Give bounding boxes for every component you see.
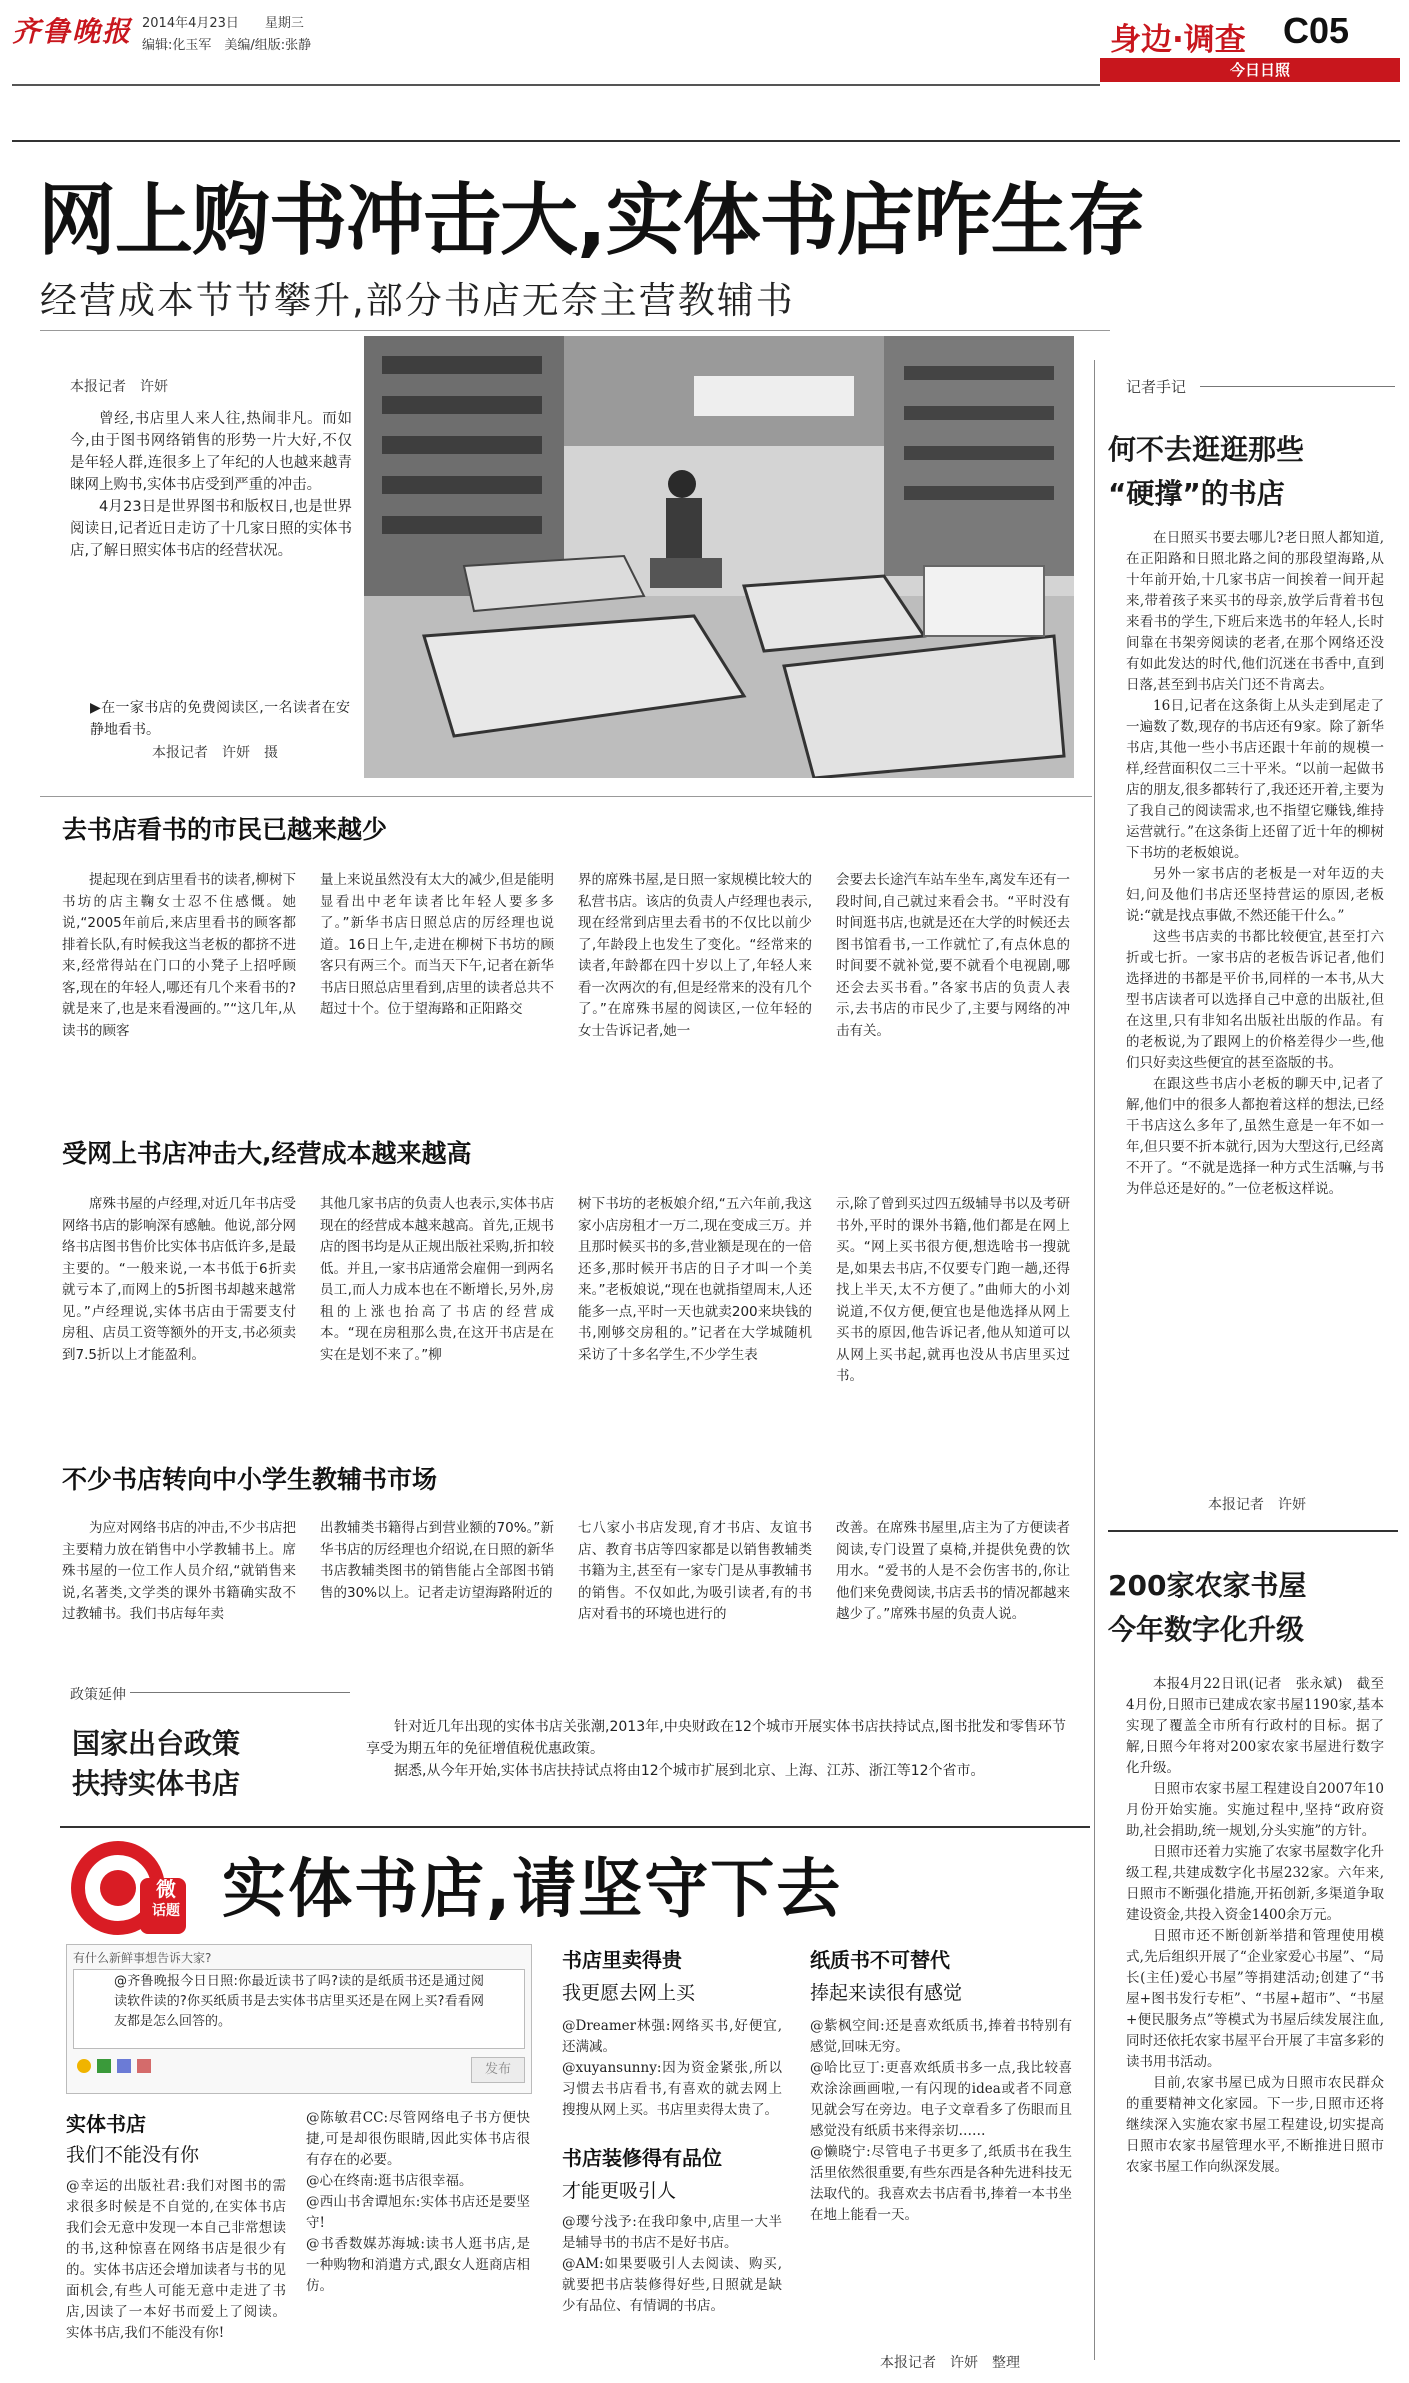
section-1-column: 提起现在到店里看书的读者,柳树下书坊的店主鞠女士忍不住感慨。她说,“2005年前后,来店里看书的顾客都排着长队,有时候我这当老板的都挤不进来,经常得站在门口的小凳子上招呼顾客,现在的年轻人,哪还有几个来看书的?就是来了,也是来看漫画的。”“这几年,从读书的顾客 <box>62 872 296 1039</box>
designer: 美编/组版:张静 <box>224 38 312 53</box>
weibo-comment: @懒晓宁:尽管电子书更多了,纸质书在我生活里依然很重要,有些东西是各种先进科技无法取代的。我喜欢去书店看书,捧着一本书坐在地上能看一天。 <box>810 2144 1072 2223</box>
edition-label: 今日日照 <box>1230 61 1291 79</box>
section-1-column: 会要去长途汽车站车坐车,离发车还有一段时间,自己就过来看会书。“平时没有时间逛书店,也就是还在大学的时候还去图书馆看书,一工作就忙了,有点休息的时间要不就补觉,要不就看个电视剧,哪还会去买书看。”各家书店的负责人表示,去书店的市民少了,主要与网络的冲击有关。 <box>836 872 1070 1039</box>
video-icon[interactable] <box>117 2059 131 2073</box>
policy-bottom-rule <box>60 1826 1090 1828</box>
section-title-3: 不少书店转向中小学生教辅书市场 <box>62 1465 438 1494</box>
weibo-comment: @心在终南:逛书店很幸福。 <box>306 2173 473 2189</box>
masthead-rule-thin <box>12 140 1400 142</box>
sidebar-paragraph: 这些书店卖的书都比较便宜,甚至打六折或七折。一家书店的老板告诉记者,他们选择进的书都是平价书,同样的一本书,从大型书店读者可以选择自己中意的出版社,但在这里,只有非知名出版社出版的作品。有的老板说,为了跟网上的价格差得少一些,他们只好卖这些便宜的甚至盗版的书。 <box>1126 929 1384 1071</box>
lead-byline: 本报记者 许妍 <box>70 379 168 395</box>
editor-credits <box>142 34 311 53</box>
policy-title-line-2: 扶持实体书店 <box>72 1767 241 1800</box>
news2-title-line-1: 200家农家书屋 <box>1108 1569 1307 1602</box>
issue-date <box>142 12 304 31</box>
weibo-col3-head1: 书店里卖得贵 <box>562 1948 682 1972</box>
section-3-column: 为应对网络书店的冲击,不少书店把主要精力放在销售中小学教辅书上。席殊书屋的一位工作人员介绍,“就销售来说,名著类,文学类的课外书籍确实敌不过教辅书。我们书店每年卖 <box>62 1520 296 1622</box>
sidebar-paragraph: 在日照买书要去哪儿?老日照人都知道,在正阳路和日照北路之间的那段望海路,从十年前开始,十几家书店一间挨着一间开起来,带着孩子来买书的母亲,放学后背着书包来看书的学生,下班后来选书的年轻人,长时间靠在书架旁阅读的老者,在那个网络还没有如此发达的时代,他们沉迷在书香中,直到日落,甚至到书店关门还不肯离去。 <box>1126 530 1384 693</box>
weibo-prompt: 有什么新鲜事想告诉大家? <box>73 1951 212 1965</box>
lead-text <box>70 408 352 562</box>
main-headline: 网上购书冲击大,实体书店咋生存 <box>38 176 1145 266</box>
photo-caption: ▶在一家书店的免费阅读区,一名读者在安静地看书。 <box>90 700 350 738</box>
column-divider <box>1094 360 1095 2360</box>
weibo-comment: @西山书舍谭旭东:实体书店还是要坚守! <box>306 2194 530 2231</box>
news2-title-line-2: 今年数字化升级 <box>1108 1613 1305 1646</box>
weibo-col3-head2: 我更愿去网上买 <box>562 1982 696 2004</box>
weibo-comment: @陈敏君CC:尽管网络电子书方便快捷,可是却很伤眼睛,因此实体书店很有存在的必要。 <box>306 2110 530 2168</box>
photo-credit: 本报记者 许妍 摄 <box>152 745 278 761</box>
news2-body <box>1126 1674 1384 2178</box>
sub-headline: 经营成本节节攀升,部分书店无奈主营教辅书 <box>40 279 795 322</box>
photo-illustration <box>364 336 1074 778</box>
weibo-byline: 本报记者 许妍 整理 <box>880 2355 1020 2371</box>
section-3-column: 改善。在席殊书屋里,店主为了方便读者阅读,专门设置了桌椅,并提供免费的饮用水。“爱书的人是不会伤害书的,你让他们来免费阅读,书店丢书的情况都越来越少了。”席殊书屋的负责人说。 <box>836 1520 1070 1622</box>
headline-rule <box>40 330 1110 331</box>
sidebar-rule <box>1108 1530 1398 1532</box>
sidebar-title-line-1: 何不去逛逛那些 <box>1108 433 1305 466</box>
weibo-logo-text <box>148 1878 184 1922</box>
section-2-column: 示,除了曾到买过四五级辅导书以及考研书外,平时的课外书籍,他们都是在网上买。“网上买书很方便,想选啥书一搜就是,如果去书店,不仅要专门跑一趟,还得找上半天,太不方便了。”曲师大的小刘说道,不仅方便,便宜也是他选择从网上买书的原因,他告诉记者,他从知道可以从网上买书起,就再也没从书店里买过书。 <box>836 1196 1070 1384</box>
weibo-col3-body <box>562 2016 782 2121</box>
section-2-column: 其他几家书店的负责人也表示,实体书店现在的经营成本越来越高。首先,正规书店的图书均是从正规出版社采购,折扣较低。并且,一家书店通常会雇佣一到两名员工,而人力成本也在不断增长,另外,房租的上涨也抬高了书店的经营成本。“现在房租那么贵,在这开书店是在实在是划不来了。”柳 <box>320 1196 554 1363</box>
news2-paragraph: 日照市农家书屋工程建设自2007年10月份开始实施。实施过程中,坚持“政府资助,社会捐助,统一规划,分头实施”的方针。 <box>1126 1781 1384 1839</box>
weibo-logo-char: 话题 <box>152 1903 180 1919</box>
bookstore-photo <box>364 336 1074 778</box>
policy-body <box>366 1716 1066 1782</box>
weibo-comment: @紫枫空间:还是喜欢纸质书,捧着书特别有感觉,回味无穷。 <box>810 2018 1072 2055</box>
masthead-rule <box>12 84 1100 86</box>
section-2-body <box>62 1194 1070 1388</box>
weibo-col3-head3: 书店装修得有品位 <box>562 2146 722 2170</box>
weibo-title: 实体书店,请坚守下去 <box>222 1853 843 1927</box>
sidebar-body <box>1126 528 1384 1200</box>
section-3-column: 七八家小书店发现,育才书店、友谊书店、教育书店等四家都是以销售教辅类书籍为主,甚至有一家专门是从事教辅书的销售。不仅如此,为吸引读者,有的书店对看书的环境也进行的 <box>578 1520 812 1622</box>
weibo-comment: @璎兮浅予:在我印象中,店里一大半是辅导书的书店不是好书店。 <box>562 2214 782 2251</box>
sidebar-title-line-2: “硬撑”的书店 <box>1108 477 1285 510</box>
weibo-col1-body <box>66 2176 286 2344</box>
lead-paragraph: 曾经,书店里人来人往,热闹非凡。而如今,由于图书网络销售的形势一片大好,不仅是年轻人群,连很多上了年纪的人也越来越青睐网上购书,实体书店受到严重的冲击。 <box>70 411 352 493</box>
weibo-col3-body2 <box>562 2212 782 2317</box>
sidebar-byline: 本报记者 许妍 <box>1208 1497 1306 1513</box>
weibo-col2-body <box>306 2108 530 2297</box>
section-2-column: 席殊书屋的卢经理,对近几年书店受网络书店的影响深有感触。他说,部分网络书店图书售价比实体书店低许多,是最主要的。“一般来说,一本书低于6折卖就亏本了,而网上的5折图书却越来越常见。”卢经理说,实体书店由于需要支付房租、店员工资等额外的开支,书必须卖到7.5折以上才能盈利。 <box>62 1196 296 1363</box>
weibo-logo-char: 微 <box>156 1877 176 1901</box>
date: 2014年4月23日 <box>142 16 239 31</box>
send-button[interactable]: 发布 <box>471 2057 525 2083</box>
sidebar-label: 记者手记 <box>1126 378 1187 396</box>
policy-paragraph: 针对近几年出现的实体书店关张潮,2013年,中央财政在12个城市开展实体书店扶持试点,图书批发和零售环节享受为期五年的免征增值税优惠政策。 <box>366 1719 1066 1757</box>
news2-paragraph: 日照市还着力实施了农家书屋数字化升级工程,共建成数字化书屋232家。六年来,日照市不断强化措施,开拓创新,多渠道争取建设资金,共投入资金1400余万元。 <box>1126 1844 1384 1923</box>
policy-title-line-1: 国家出台政策 <box>72 1727 241 1760</box>
section-1-column: 界的席殊书屋,是日照一家规模比较大的私营书店。该店的负责人卢经理也表示,现在经常到店里去看书的不仅比以前少了,年龄段上也发生了变化。“经常来的读者,年龄都在四十岁以上了,年轻人来看一次两次的有,但是经常来的没有几个了。”在席殊书屋的阅读区,一位年轻的女士告诉记者,她一 <box>578 872 812 1039</box>
weibo-col4-body <box>810 2016 1072 2226</box>
weibo-comment: @AM:如果要吸引人去阅读、购买,就要把书店装修得好些,日照就是缺少有品位、有情调的书店。 <box>562 2256 782 2314</box>
topic-icon[interactable] <box>137 2059 151 2073</box>
sidebar-label-rule <box>1200 386 1395 387</box>
section-name: 身边·调查 <box>1110 22 1246 58</box>
policy-rule <box>130 1692 350 1693</box>
section-title-1: 去书店看书的市民已越来越少 <box>62 815 388 844</box>
section-1-column: 量上来说虽然没有太大的减少,但是能明显看出中老年读者比年轻人要多多了。”新华书店日照总店的厉经理也说道。16日上午,走进在柳树下书坊的顾客只有两三个。而当天下午,记者在新华书店日照总店里看到,店里的读者总共不超过十个。位于望海路和正阳路交 <box>320 872 554 1017</box>
news2-paragraph: 目前,农家书屋已成为日照市农民群众的重要精神文化家园。下一步,日照市还将继续深入实施农家书屋工程建设,切实提高日照市农家书屋管理水平,不断推进日照市农家书屋工作向纵深发展。 <box>1126 2075 1384 2175</box>
news2-paragraph: 日照市还不断创新举措和管理使用模式,先后组织开展了“企业家爱心书屋”、“局长(主任)爱心书屋”等捐建活动;创建了“书屋+图书发行专柜”、“书屋+超市”、“书屋+便民服务点”等模式为书屋后续发展注血,同时还依托农家书屋平台开展了丰富多彩的读书用书活动。 <box>1126 1928 1384 2070</box>
weibo-col4-head1: 纸质书不可替代 <box>810 1948 950 1972</box>
paper-logo: 齐鲁晚报 <box>12 15 133 48</box>
weibo-post-text: @齐鲁晚报今日日照:你最近读书了吗?读的是纸质书还是通过阅读软件读的?你买纸质书是去实体书店里买还是在网上买?看看网友都是怎么回答的。 <box>114 1974 484 2029</box>
weibo-comment: @xuyansunny:因为资金紧张,所以习惯去书店看书,有喜欢的就去网上搜搜从网上买。书店里卖得太贵了。 <box>562 2060 782 2118</box>
section-title-2: 受网上书店冲击大,经营成本越来越高 <box>62 1139 472 1168</box>
sidebar-paragraph: 另外一家书店的老板是一对年迈的夫妇,问及他们书店还坚持营运的原因,老板说:“就是找点事做,不然还能干什么。” <box>1126 866 1384 924</box>
weibo-post-box <box>66 1944 532 2094</box>
sidebar-paragraph: 16日,记者在这条街上从头走到尾走了一遍数了数,现存的书店还有9家。除了新华书店,其他一些小书店还跟十年前的规模一样,经营面积仅二三十平米。“以前一起做书店的朋友,很多都转行了,我还还开着,主要为了我自己的阅读需求,也不指望它赚钱,维持运营就行。”在这条街上还留了近十年的柳树下书坊的老板娘说。 <box>1126 698 1384 861</box>
section-rule <box>40 796 1092 797</box>
weibo-comment: @Dreamer林强:网络买书,好便宜,还满减。 <box>562 2018 782 2055</box>
sidebar-paragraph: 在跟这些书店小老板的聊天中,记者了解,他们中的很多人都抱着这样的想法,已经干书店这么多年了,虽然生意是一年不如一年,但只要不折本就行,因为大型这行,已经离不开了。“不就是选择一种方式生活嘛,与书为伴总还是好的。”一位老板这样说。 <box>1126 1076 1384 1197</box>
emoji-icon[interactable] <box>77 2059 91 2073</box>
page-number: C05 <box>1283 10 1350 51</box>
weibo-col4-head2: 捧起来读很有感觉 <box>810 1982 963 2004</box>
policy-paragraph: 据悉,从今年开始,实体书店扶持试点将由12个城市扩展到北京、上海、江苏、浙江等12个省市。 <box>394 1763 985 1779</box>
weibo-col3-head4: 才能更吸引人 <box>562 2180 677 2202</box>
section-3-body <box>62 1518 1070 1626</box>
editor: 编辑:化玉军 <box>142 38 212 53</box>
section-3-column: 出教辅类书籍得占到营业额的70%。”新华书店的厉经理也介绍说,在日照的新华书店教辅类图书的销售能占全部图书销售的30%以上。记者走访望海路附近的 <box>320 1520 554 1601</box>
weibo-col1-head1: 实体书店 <box>66 2112 146 2136</box>
weibo-input[interactable] <box>73 1969 525 2049</box>
news2-paragraph: 本报4月22日讯(记者 张永斌) 截至4月份,日照市已建成农家书屋1190家,基本实现了覆盖全市所有行政村的目标。据了解,日照今年将对200家农家书屋进行数字化升级。 <box>1126 1676 1384 1776</box>
weibo-col1-head2: 我们不能没有你 <box>66 2144 200 2166</box>
lead-paragraph: 4月23日是世界图书和版权日,也是世界阅读日,记者近日走访了十几家日照的实体书店,了解日照实体书店的经营状况。 <box>70 499 352 559</box>
weibo-comment: @哈比豆丁:更喜欢纸质书多一点,我比较喜欢涂涂画画啦,一有闪现的idea或者不同意见就会写在旁边。电子文章看多了伤眼而且感觉没有纸质书来得亲切…… <box>810 2060 1072 2139</box>
section-2-column: 树下书坊的老板娘介绍,“五六年前,我这家小店房租才一万二,现在变成三万。并且那时候买书的多,营业额是现在的一倍还多,那时候开书店的日子才叫一个美来。”老板娘说,“现在也就指望周末,人还能多一点,平时一天也就卖200来块钱的书,刚够交房租的。”记者在大学城随机采访了十多名学生,不少学生表 <box>578 1196 812 1363</box>
weibo-comment: @幸运的出版社君:我们对图书的需求很多时候是不自觉的,在实体书店我们会无意中发现一本自己非常想读的书,这种惊喜在网络书店是很少有的。实体书店还会增加读者与书的见面机会,有些人可能无意中走进了书店,因读了一本好书而爱上了阅读。实体书店,我们不能没有你! <box>66 2178 286 2341</box>
weekday: 星期三 <box>264 16 304 31</box>
weibo-comment: @书香数媒苏海城:读书人逛书店,是一种购物和消遣方式,跟女人逛商店相仿。 <box>306 2236 530 2294</box>
picture-icon[interactable] <box>97 2059 111 2073</box>
section-1-body <box>62 870 1070 1042</box>
policy-label: 政策延伸 <box>70 1687 126 1703</box>
weibo-logo <box>70 1838 186 1938</box>
emoji-icons <box>77 2059 151 2073</box>
